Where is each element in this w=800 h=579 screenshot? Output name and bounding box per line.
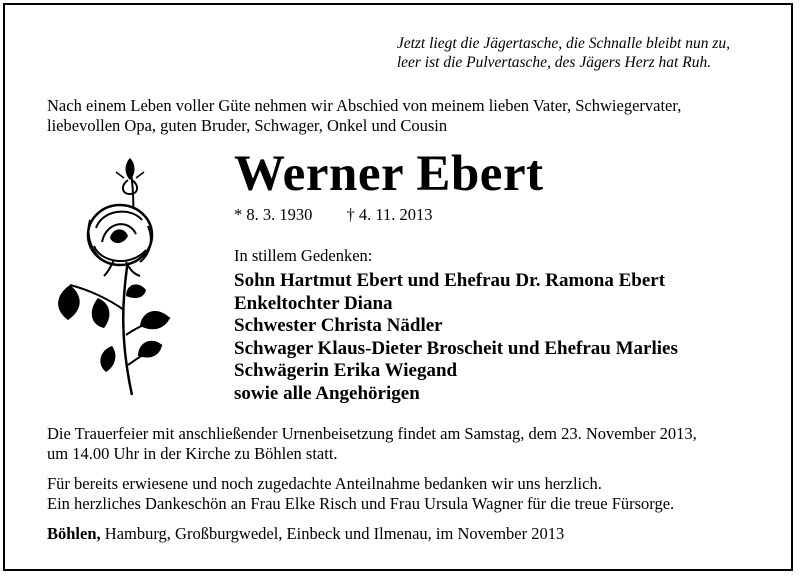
signature-line	[47, 524, 767, 544]
list-item: Sohn Hartmut Ebert und Ehefrau Dr. Ramona Ebert	[234, 270, 666, 291]
death-date: † 4. 11. 2013	[346, 205, 433, 224]
motto-line-1: Jetzt liegt die Jägertasche, die Schnalle bleibt nun zu,	[396, 35, 730, 52]
list-item: sowie alle Angehörigen	[234, 382, 420, 404]
signature-place: Böhlen,	[47, 524, 101, 543]
intro-line-2: liebevollen Opa, guten Bruder, Schwager, Onkel und Cousin	[47, 116, 448, 135]
mourners-list	[234, 270, 678, 405]
list-item: Schwägerin Erika Wiegand	[234, 360, 458, 381]
funeral-line-1: Die Trauerfeier mit anschließender Urnenbeisetzung findet am Samstag, dem 23. November 2013,	[47, 424, 697, 443]
motto-line-2: leer ist die Pulvertasche, des Jägers Herz hat Ruh.	[396, 54, 712, 71]
list-item: Schwager Klaus-Dieter Broscheit und Ehefrau Marlies	[234, 337, 678, 359]
motto-verse	[397, 34, 730, 72]
mourners-heading: In stillem Gedenken:	[234, 246, 373, 265]
rose-icon	[50, 150, 175, 400]
intro-text	[47, 96, 767, 136]
thanks-line-2: Ein herzliches Dankeschön an Frau Elke Risch und Frau Ursula Wagner für die treue Fürsorge.	[47, 494, 675, 513]
birth-date: * 8. 3. 1930	[234, 205, 313, 224]
list-item: Enkeltochter Diana	[234, 292, 393, 314]
deceased-name: Werner Ebert	[234, 146, 544, 202]
life-dates	[234, 205, 433, 225]
list-item: Schwester Christa Nädler	[234, 315, 443, 336]
funeral-line-2: um 14.00 Uhr in der Kirche zu Böhlen statt.	[47, 444, 338, 463]
thanks-text	[47, 474, 767, 514]
funeral-info	[47, 424, 767, 464]
signature-rest: Hamburg, Großburgwedel, Einbeck und Ilmenau, im November 2013	[100, 524, 565, 543]
intro-line-1: Nach einem Leben voller Güte nehmen wir Abschied von meinem lieben Vater, Schwiegervater,	[47, 96, 682, 115]
thanks-line-1: Für bereits erwiesene und noch zugedachte Anteilnahme bedanken wir uns herzlich.	[47, 474, 602, 493]
